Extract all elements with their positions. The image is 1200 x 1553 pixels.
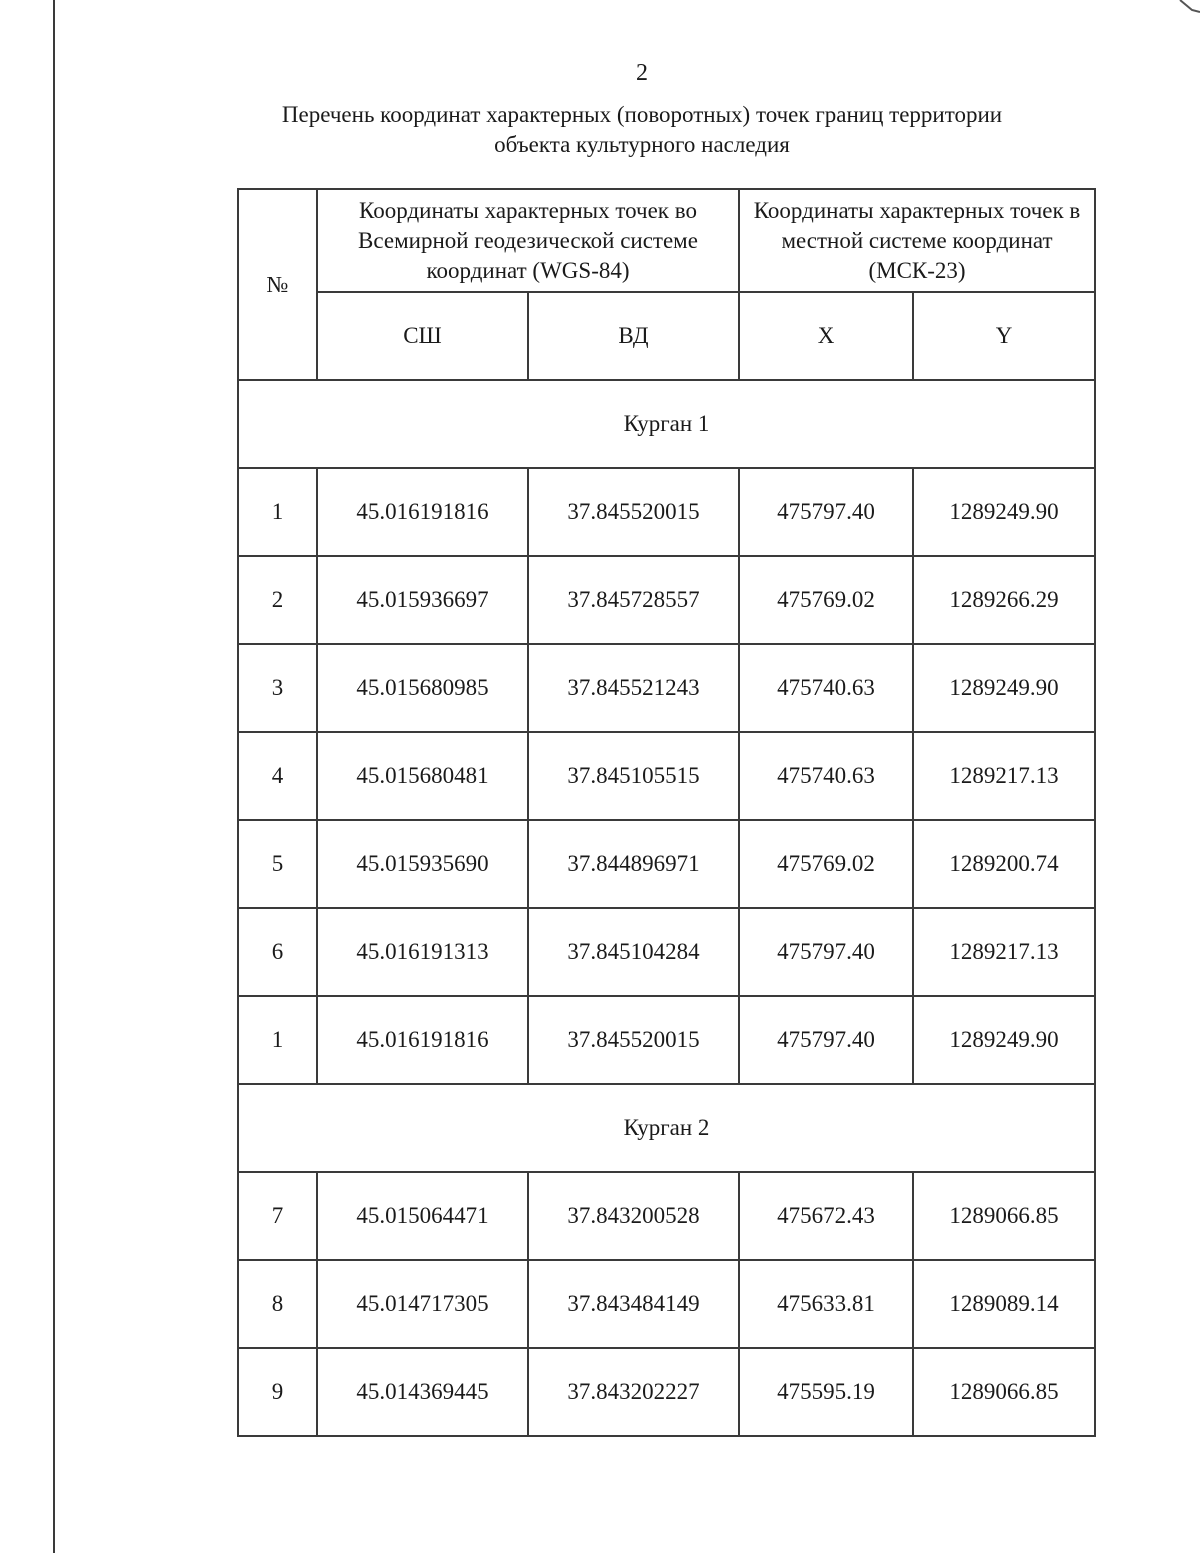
cell-x: 475740.63 bbox=[739, 732, 913, 820]
cell-latitude: 45.015064471 bbox=[317, 1172, 528, 1260]
cell-y: 1289249.90 bbox=[913, 996, 1095, 1084]
header-number: № bbox=[238, 189, 317, 380]
page-number: 2 bbox=[636, 60, 648, 86]
cell-x: 475769.02 bbox=[739, 820, 913, 908]
table-row bbox=[238, 556, 1095, 644]
document-title-line-2: объекта культурного наследия bbox=[494, 132, 790, 157]
cell-y: 1289249.90 bbox=[913, 644, 1095, 732]
cell-x: 475740.63 bbox=[739, 644, 913, 732]
cell-longitude: 37.844896971 bbox=[528, 820, 739, 908]
cell-number: 1 bbox=[238, 996, 317, 1084]
table-header-row bbox=[238, 189, 1095, 292]
cell-latitude: 45.015935690 bbox=[317, 820, 528, 908]
cell-longitude: 37.843202227 bbox=[528, 1348, 739, 1436]
table-row bbox=[238, 1260, 1095, 1348]
cell-y: 1289200.74 bbox=[913, 820, 1095, 908]
cell-longitude: 37.845104284 bbox=[528, 908, 739, 996]
cell-x: 475797.40 bbox=[739, 996, 913, 1084]
cell-x: 475672.43 bbox=[739, 1172, 913, 1260]
header-wgs84-group: Координаты характерных точек во Всемирной геодезической системе координат (WGS-84) bbox=[317, 189, 739, 292]
section-title: Курган 2 bbox=[238, 1084, 1095, 1172]
cell-y: 1289089.14 bbox=[913, 1260, 1095, 1348]
cell-latitude: 45.015680985 bbox=[317, 644, 528, 732]
cell-number: 1 bbox=[238, 468, 317, 556]
document-title bbox=[200, 100, 1084, 160]
table-row bbox=[238, 1172, 1095, 1260]
cell-y: 1289217.13 bbox=[913, 908, 1095, 996]
header-latitude: СШ bbox=[317, 292, 528, 380]
cell-number: 9 bbox=[238, 1348, 317, 1436]
cell-longitude: 37.843484149 bbox=[528, 1260, 739, 1348]
cell-y: 1289066.85 bbox=[913, 1348, 1095, 1436]
cell-number: 2 bbox=[238, 556, 317, 644]
section-row bbox=[238, 1084, 1095, 1172]
document-title-line-1: Перечень координат характерных (поворотных) точек границ территории bbox=[281, 102, 1003, 127]
cell-latitude: 45.015936697 bbox=[317, 556, 528, 644]
table-row bbox=[238, 908, 1095, 996]
table-subheader-row bbox=[238, 292, 1095, 380]
scan-edge-line bbox=[53, 0, 55, 1553]
cell-number: 8 bbox=[238, 1260, 317, 1348]
cell-number: 3 bbox=[238, 644, 317, 732]
cell-longitude: 37.845105515 bbox=[528, 732, 739, 820]
cell-latitude: 45.016191816 bbox=[317, 996, 528, 1084]
table-row bbox=[238, 468, 1095, 556]
cell-x: 475797.40 bbox=[739, 908, 913, 996]
cell-latitude: 45.014717305 bbox=[317, 1260, 528, 1348]
header-msk23-group: Координаты характерных точек в местной системе координат (МСК-23) bbox=[739, 189, 1095, 292]
coordinates-table bbox=[237, 188, 1096, 1437]
cell-latitude: 45.016191313 bbox=[317, 908, 528, 996]
cell-number: 5 bbox=[238, 820, 317, 908]
cell-number: 6 bbox=[238, 908, 317, 996]
cell-y: 1289066.85 bbox=[913, 1172, 1095, 1260]
cell-y: 1289217.13 bbox=[913, 732, 1095, 820]
header-y: Y bbox=[913, 292, 1095, 380]
header-x: X bbox=[739, 292, 913, 380]
cell-longitude: 37.843200528 bbox=[528, 1172, 739, 1260]
scan-corner-mark bbox=[1140, 0, 1200, 14]
cell-latitude: 45.014369445 bbox=[317, 1348, 528, 1436]
section-row bbox=[238, 380, 1095, 468]
cell-x: 475769.02 bbox=[739, 556, 913, 644]
table-row bbox=[238, 732, 1095, 820]
table-row bbox=[238, 996, 1095, 1084]
cell-y: 1289266.29 bbox=[913, 556, 1095, 644]
header-longitude: ВД bbox=[528, 292, 739, 380]
cell-longitude: 37.845520015 bbox=[528, 468, 739, 556]
cell-x: 475595.19 bbox=[739, 1348, 913, 1436]
cell-longitude: 37.845728557 bbox=[528, 556, 739, 644]
cell-longitude: 37.845521243 bbox=[528, 644, 739, 732]
cell-y: 1289249.90 bbox=[913, 468, 1095, 556]
cell-x: 475797.40 bbox=[739, 468, 913, 556]
table-row bbox=[238, 820, 1095, 908]
cell-number: 7 bbox=[238, 1172, 317, 1260]
cell-latitude: 45.015680481 bbox=[317, 732, 528, 820]
table-row bbox=[238, 1348, 1095, 1436]
cell-number: 4 bbox=[238, 732, 317, 820]
cell-longitude: 37.845520015 bbox=[528, 996, 739, 1084]
cell-x: 475633.81 bbox=[739, 1260, 913, 1348]
section-title: Курган 1 bbox=[238, 380, 1095, 468]
cell-latitude: 45.016191816 bbox=[317, 468, 528, 556]
table-body bbox=[238, 380, 1095, 1436]
table-row bbox=[238, 644, 1095, 732]
